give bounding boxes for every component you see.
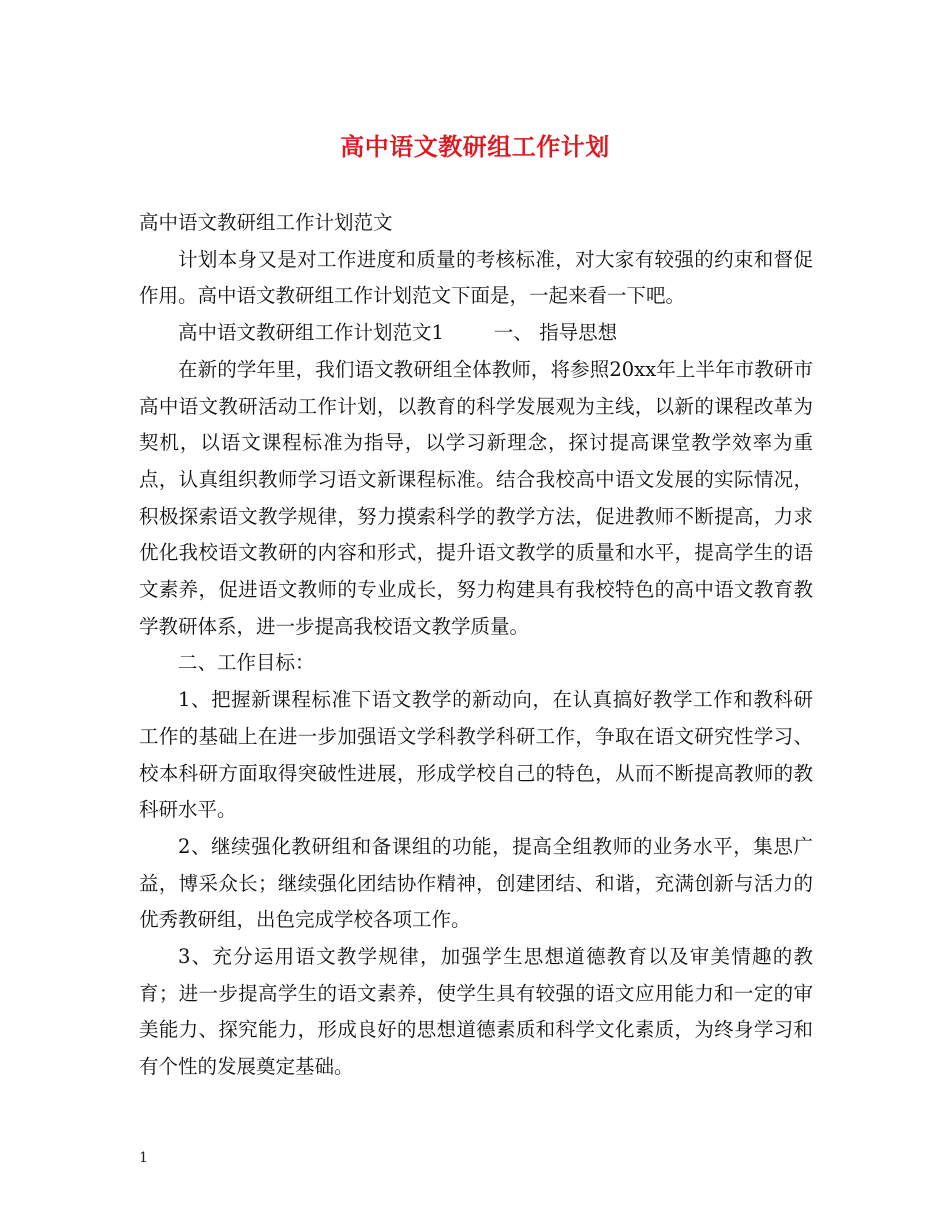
guiding-heading: 一、 指导思想 [493, 321, 618, 345]
goal-item: 1、把握新课程标准下语文教学的新动向，在认真搞好教学工作和教科研工作的基础上在进一步加强语文学科教学科研工作，争取在语文研究性学习、校本科研方面取得突破性进展，形成学校自己的特色，从而不断提高教师的教科研水平。 [139, 688, 813, 822]
goal-item: 2、继续强化教研组和备课组的功能，提高全组教师的业务水平，集思广益，博采众长；继续强化团结协作精神，创建团结、和谐，充满创新与活力的优秀教研组，出色完成学校各项工作。 [139, 834, 813, 932]
sample-heading: 高中语文教研组工作计划范文1 [178, 321, 444, 345]
guiding-paragraph: 在新的学年里，我们语文教研组全体教师，将参照20xx年上半年市教研市高中语文教研活动工作计划，以教育的科学发展观为主线，以新的课程改革为契机，以语文课程标准为指导，以学习新理念，探讨提高课堂教学效率为重点，认真组织教师学习语文新课程标准。结合我校高中语文发展的实际情况，积极探索语文教学规律，努力摸索科学的教学方法，促进教师不断提高，力求优化我校语文教研的内容和形式，提升语文教学的质量和水平，提高学生的语文素养，促进语文教师的专业成长，努力构建具有我校特色的高中语文教育教学教研体系，进一步提高我校语文教学质量。 [139, 357, 813, 638]
intro-paragraph: 计划本身又是对工作进度和质量的考核标准，对大家有较强的约束和督促作用。高中语文教研组工作计划范文下面是，一起来看一下吧。 [139, 247, 813, 308]
section-intro-line [139, 315, 813, 352]
document-title: 高中语文教研组工作计划 [340, 132, 610, 161]
document-body [139, 205, 813, 1086]
document-subtitle: 高中语文教研组工作计划范文 [139, 211, 393, 234]
goal-item: 3、充分运用语文教学规律，加强学生思想道德教育以及审美情趣的教育；进一步提高学生的语文素养，使学生具有较强的语文应用能力和一定的审美能力、探究能力，形成良好的思想道德素质和科学文化素质，为终身学习和有个性的发展奠定基础。 [139, 945, 813, 1079]
page-number: 1 [139, 1150, 148, 1166]
goals-heading: 二、工作目标： [178, 651, 315, 675]
